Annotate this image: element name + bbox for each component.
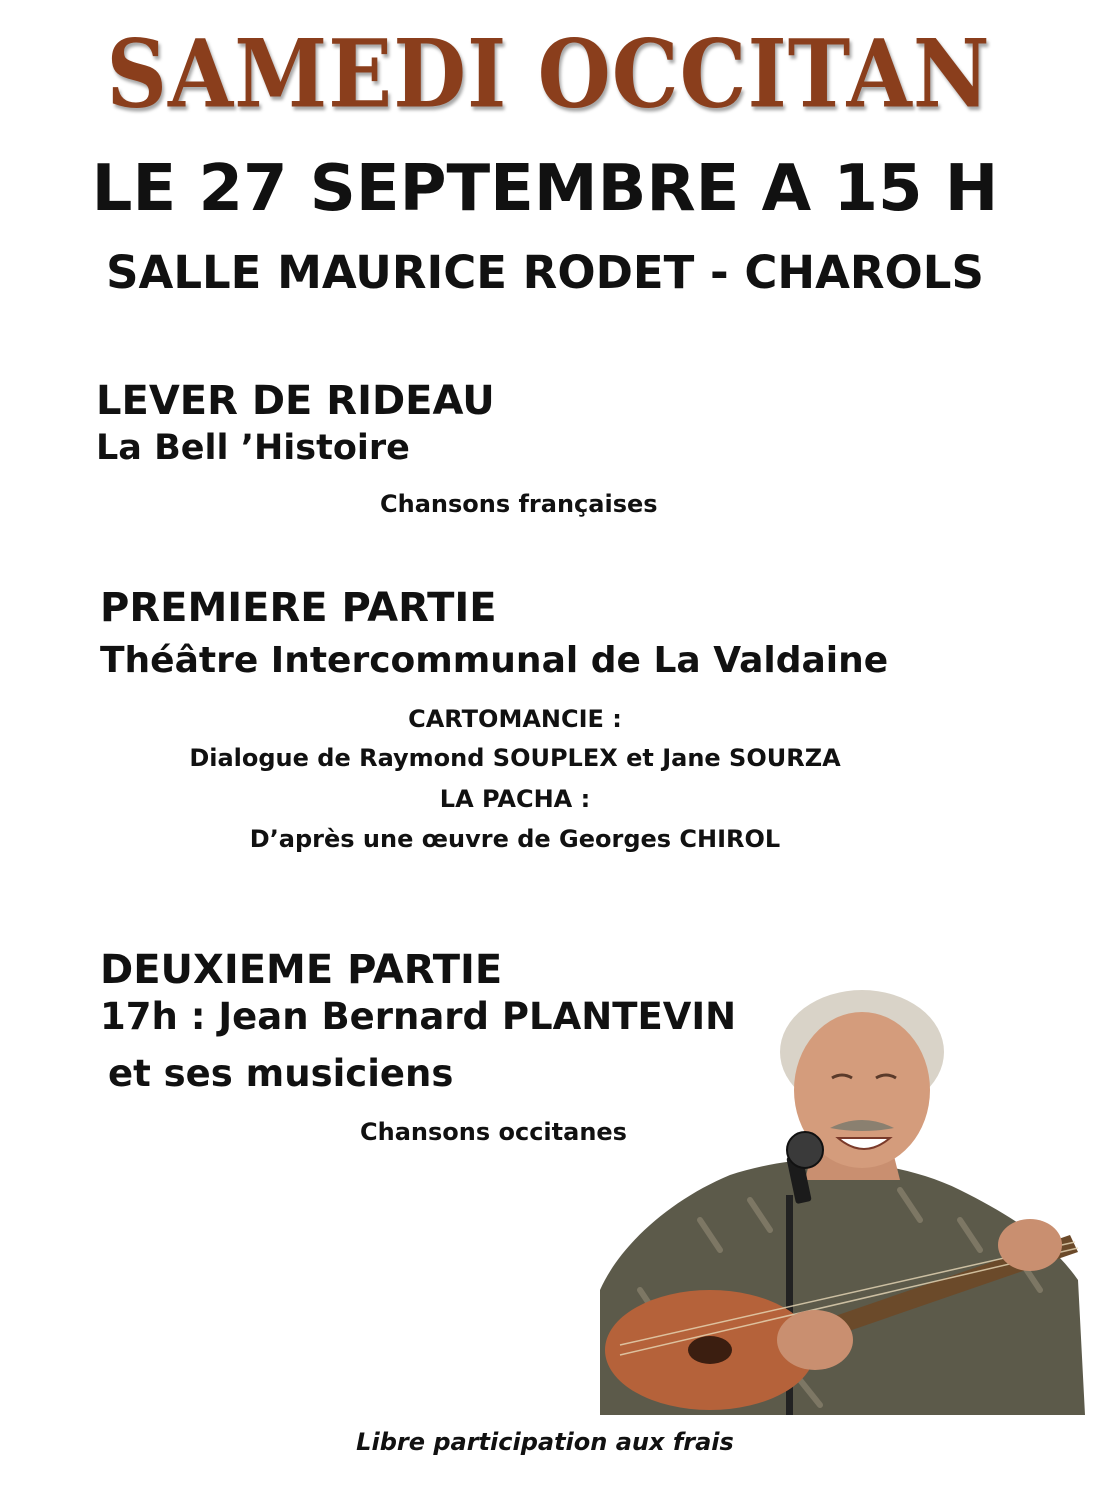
premiere-heading: PREMIERE PARTIE <box>100 585 497 631</box>
piece2-desc: D’après une œuvre de Georges CHIROL <box>249 825 781 853</box>
lever-genre: Chansons françaises <box>380 490 658 518</box>
lever-heading: LEVER DE RIDEAU <box>96 378 495 424</box>
deuxieme-genre: Chansons occitanes <box>360 1118 627 1146</box>
poster-title: SAMEDI OCCITAN <box>106 18 991 129</box>
event-date: LE 27 SEPTEMBRE A 15 H <box>91 152 999 226</box>
event-venue: SALLE MAURICE RODET - CHAROLS <box>106 246 984 299</box>
deuxieme-line2: et ses musiciens <box>108 1052 454 1095</box>
singer-photo <box>600 990 1085 1415</box>
deuxieme-heading: DEUXIEME PARTIE <box>100 947 503 993</box>
piece1-title: CARTOMANCIE : <box>408 705 622 733</box>
piece2-title: LA PACHA : <box>439 785 591 813</box>
piece1-desc: Dialogue de Raymond SOUPLEX et Jane SOURZA <box>189 744 841 772</box>
premiere-troupe: Théâtre Intercommunal de La Valdaine <box>100 640 889 681</box>
deuxieme-line1: 17h : Jean Bernard PLANTEVIN <box>100 995 737 1038</box>
footer-note: Libre participation aux frais <box>356 1428 734 1456</box>
lever-performer: La Bell ’Histoire <box>96 428 410 468</box>
